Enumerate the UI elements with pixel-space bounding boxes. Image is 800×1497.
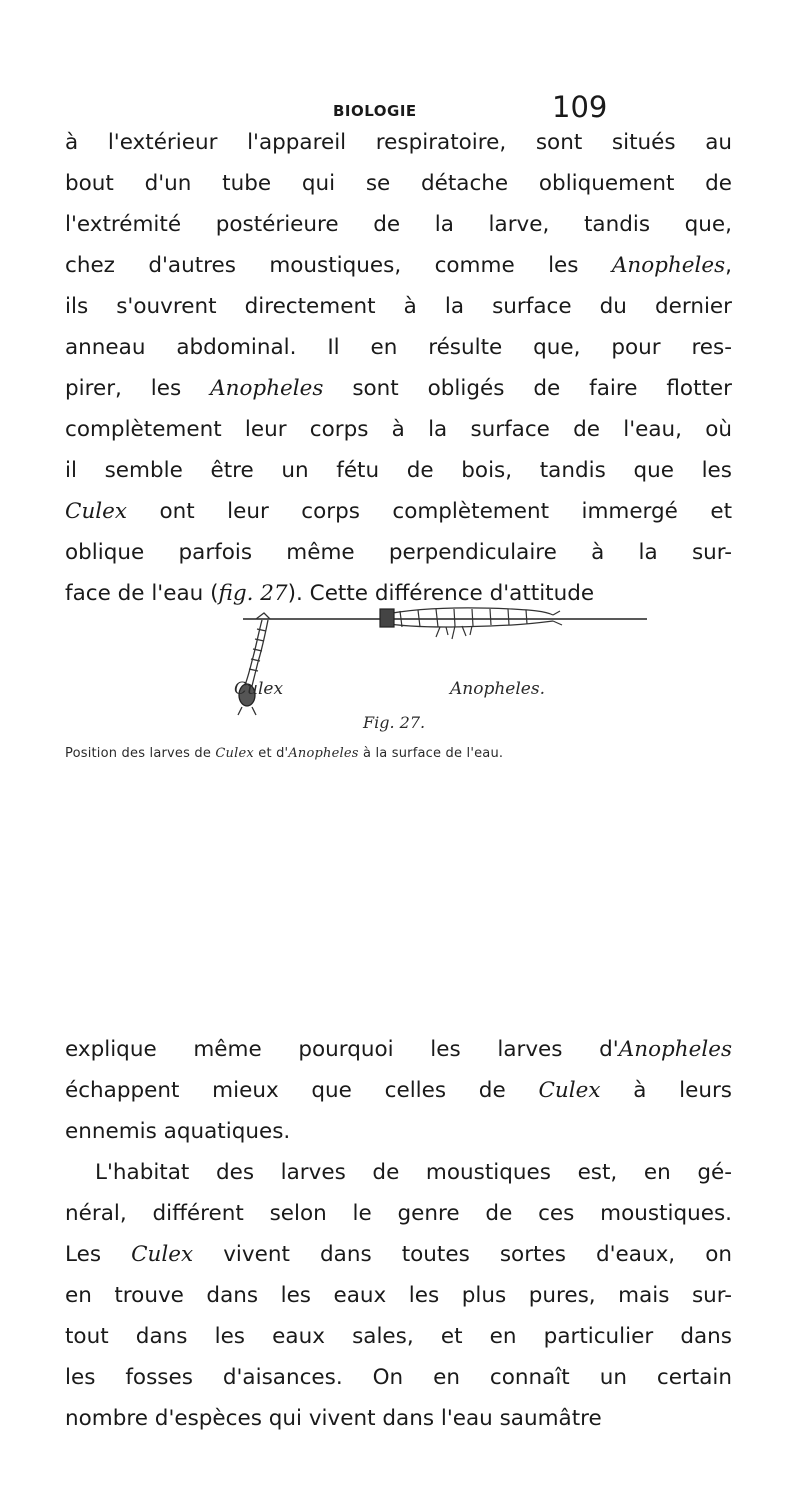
text-run: oblique parfois même perpendiculaire à la sur-: [65, 540, 732, 565]
body-text-top: [65, 122, 732, 614]
text-line: [65, 327, 732, 368]
figure-label-culex: Culex: [234, 679, 284, 699]
body-text-bottom: [65, 1029, 732, 1439]
text-run: échappent mieux que celles de: [65, 1078, 539, 1103]
italic-term: fig. 27: [218, 581, 288, 606]
text-run: Les: [65, 1242, 132, 1267]
text-line: [65, 163, 732, 204]
anopheles-larva-drawing: [380, 608, 562, 639]
text-run: face de l'eau (: [65, 581, 219, 606]
culex-larva-drawing: [238, 613, 270, 715]
text-run: anneau abdominal. Il en résulte que, pour res-: [65, 335, 732, 360]
text-run: l'extrémité postérieure de la larve, tandis que,: [65, 212, 732, 237]
text-line: [65, 1234, 732, 1275]
text-line: [65, 409, 732, 450]
text-run: il semble être un fétu de bois, tandis que les: [65, 458, 732, 483]
text-line: [65, 122, 732, 163]
text-line: [65, 491, 732, 532]
text-line: [65, 1070, 732, 1111]
text-line: [65, 1398, 732, 1439]
text-run: ,: [725, 253, 732, 278]
figure-caption: [65, 746, 735, 761]
text-run: sont obligés de faire flotter: [323, 376, 732, 401]
text-line: [65, 1357, 732, 1398]
text-run: bout d'un tube qui se détache obliquement de: [65, 171, 732, 196]
text-run: L'habitat des larves de moustiques est, en gé-: [95, 1160, 732, 1185]
italic-term: Anopheles: [618, 1037, 732, 1062]
text-run: chez d'autres moustiques, comme les: [65, 253, 612, 278]
text-run: nombre d'espèces qui vivent dans l'eau saumâtre: [65, 1406, 602, 1431]
text-run: ennemis aquatiques.: [65, 1119, 291, 1144]
text-run: tout dans les eaux sales, et en particulier dans: [65, 1324, 732, 1349]
text-line: [65, 286, 732, 327]
text-run: à leurs: [600, 1078, 732, 1103]
text-line: [65, 450, 732, 491]
text-run: à l'extérieur l'appareil respiratoire, sont situés au: [65, 130, 732, 155]
text-run: et d': [253, 746, 289, 761]
italic-term: Anopheles: [210, 376, 324, 401]
italic-term: Culex: [538, 1078, 601, 1103]
text-run: ils s'ouvrent directement à la surface du dernier: [65, 294, 732, 319]
text-run: les fosses d'aisances. On en connaît un certain: [65, 1365, 732, 1390]
italic-term: Culex: [131, 1242, 194, 1267]
figure-27: [0, 565, 800, 1025]
page-number: 109: [552, 90, 608, 124]
italic-term: Culex: [215, 746, 254, 761]
figure-label-anopheles: Anopheles.: [450, 679, 545, 699]
text-run: vivent dans toutes sortes d'eaux, on: [193, 1242, 732, 1267]
text-line: [65, 368, 732, 409]
italic-term: Culex: [65, 499, 128, 524]
italic-term: Anopheles: [288, 746, 359, 761]
text-run: Position des larves de: [65, 746, 216, 761]
text-line: [65, 245, 732, 286]
text-line: [65, 1152, 732, 1193]
italic-term: Anopheles: [611, 253, 726, 278]
text-line: [65, 1275, 732, 1316]
text-line: [65, 1111, 732, 1152]
text-line: [65, 1029, 732, 1070]
text-line: [65, 1193, 732, 1234]
text-run: néral, différent selon le genre de ces moustiques.: [65, 1201, 732, 1226]
text-run: explique même pourquoi les larves d': [65, 1037, 619, 1062]
text-line: [65, 1316, 732, 1357]
text-run: ont leur corps complètement immergé et: [127, 499, 732, 524]
text-run: à la surface de l'eau.: [358, 746, 504, 761]
text-line: [65, 204, 732, 245]
text-run: complètement leur corps à la surface de l'eau, où: [65, 417, 732, 442]
running-head-title: BIOLOGIE: [333, 102, 417, 120]
figure-number: Fig. 27.: [363, 713, 426, 732]
text-run: pirer, les: [65, 376, 211, 401]
text-run: ). Cette différence d'attitude: [287, 581, 595, 606]
text-run: en trouve dans les eaux les plus pures, mais sur-: [65, 1283, 732, 1308]
